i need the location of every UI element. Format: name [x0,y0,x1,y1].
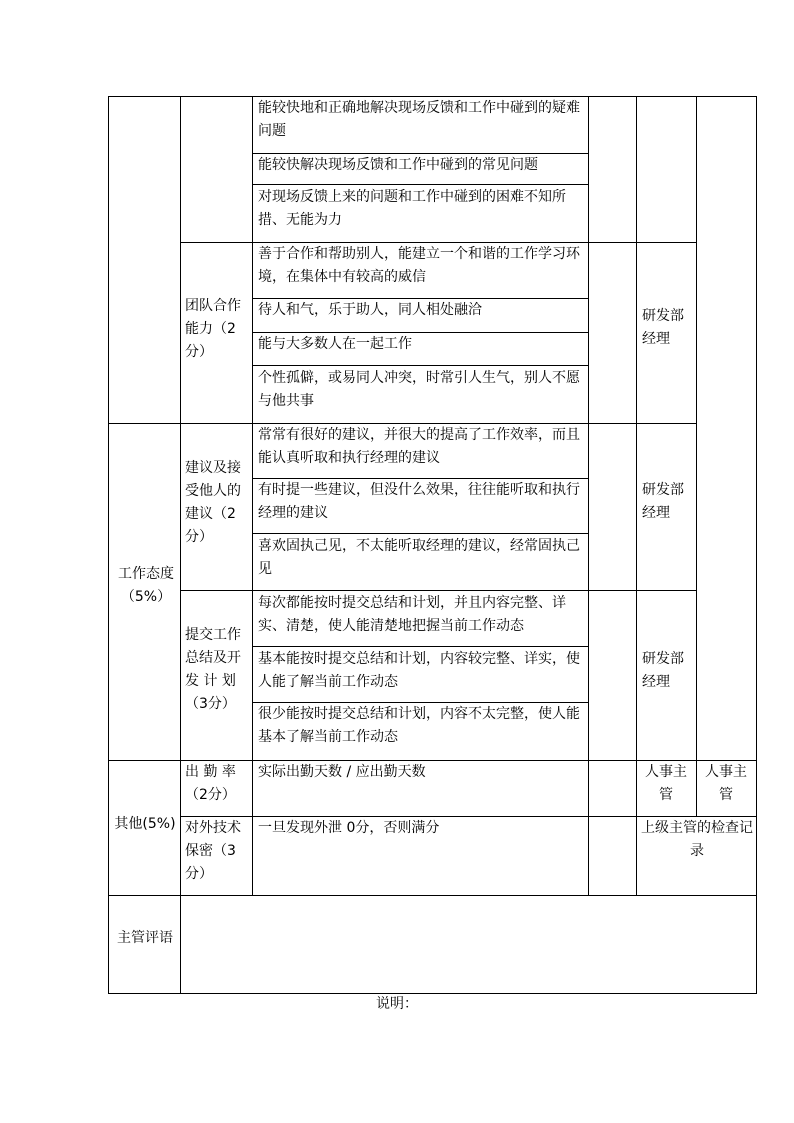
row-line [252,646,589,647]
plans-option-1: 每次都能按时提交总结和计划，并且内容完整、详实、清楚，使人能清楚地把握当前工作动态 [258,595,566,634]
col-line-assessor-top [696,96,697,760]
comment-field[interactable] [181,896,756,993]
plans-item-label: 提交工作总结及开发 计 划（3分） [185,627,241,712]
secrecy-item-label: 对外技术保密（3分） [185,820,241,882]
resolve-option-2: 能较快解决现场反馈和工作中碰到的常见问题 [258,157,538,173]
col-line-blank [636,96,637,895]
teamwork-option-3: 能与大多数人在一起工作 [258,336,412,352]
attendance-formula: 实际出勤天数 / 应出勤天数 [258,764,426,780]
teamwork-option-1: 善于合作和帮助别人，能建立一个和谐的工作学习环境，在集体中有较高的威信 [258,246,580,285]
suggestions-option-3: 喜欢固执己见，不太能听取经理的建议，经常固执己见 [258,538,580,577]
table-left-border [108,96,109,994]
suggestions-option-2: 有时提一些建议，但没什么效果，往往能听取和执行经理的建议 [258,482,580,521]
resolve-option-3: 对现场反馈上来的问题和工作中碰到的困难不知所措、无能为力 [258,189,566,228]
row-line [252,533,589,534]
attendance-source: 人事主管 [705,764,747,803]
row-line [252,365,589,366]
teamwork-item-label: 团队合作能力（2分） [185,298,241,360]
col-line-standard [588,96,589,895]
col-line-assessor-attendance [696,760,697,816]
teamwork-assessor: 研发部经理 [642,308,684,347]
col-line-item [252,96,253,895]
teamwork-option-4: 个性孤僻，或易同人冲突，时常引人生气，别人不愿与他共事 [258,370,580,409]
table-right-border [756,96,757,994]
secrecy-source: 上级主管的检查记录 [641,820,753,859]
teamwork-option-2: 待人和气，乐于助人，同人相处融洽 [258,302,482,318]
suggestions-item-label: 建议及接受他人的建议（2分） [185,460,241,545]
plans-assessor: 研发部经理 [642,651,684,690]
attendance-item-label: 出 勤 率（2分） [185,764,236,803]
other-category-label: 其他(5%) [114,816,176,832]
plans-option-2: 基本能按时提交总结和计划，内容较完整、详实，使人能了解当前工作动态 [258,651,580,690]
row-line [180,590,697,591]
resolve-option-1: 能较快地和正确地解决现场反馈和工作中碰到的疑难问题 [258,100,580,139]
col-line-category [180,96,181,994]
suggestions-option-1: 常常有很好的建议，并很大的提高了工作效率，而且能认真听取和执行经理的建议 [258,427,580,466]
footer-note: 说明： [376,996,418,1012]
suggestions-assessor: 研发部经理 [642,482,684,521]
attitude-category-label: 工作态度（5%） [118,566,174,605]
row-line [252,184,589,185]
attendance-assessor: 人事主管 [645,764,687,803]
comment-label: 主管评语 [117,930,173,946]
secrecy-rule: 一旦发现外泄 0分，否则满分 [258,820,440,836]
plans-option-3: 很少能按时提交总结和计划，内容不太完整，使人能基本了解当前工作动态 [258,706,580,745]
